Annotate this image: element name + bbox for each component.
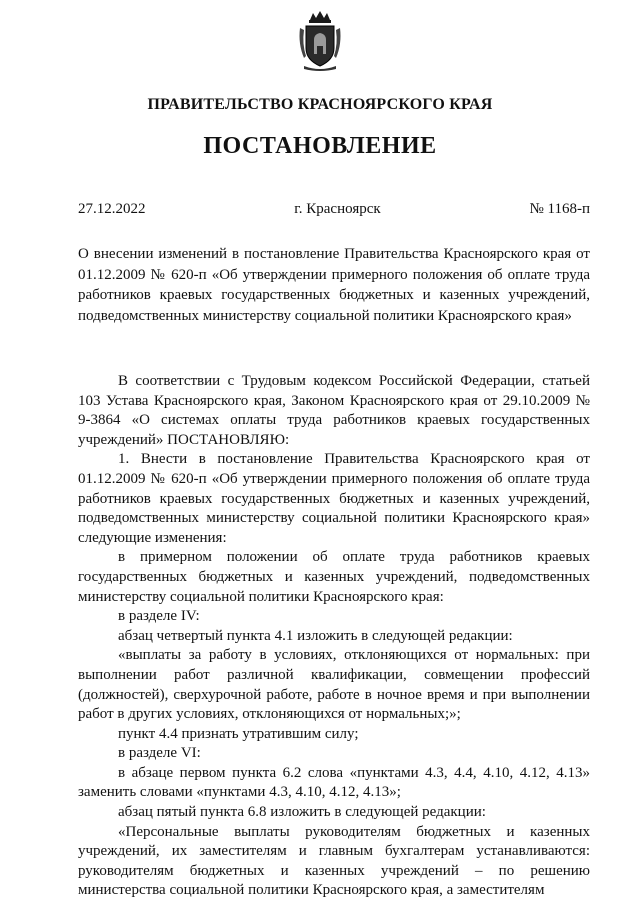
body-paragraph: в разделе IV: — [118, 608, 200, 625]
document-subject: О внесении изменений в постановление Правительства Красноярского края от 01.12.2009 № 620-п «Об утверждении примерного положения об оплате труда работников краевых государственных бюджетных и казенных учреждений, подведомственных министерству социальной политики Красноярского края» — [78, 246, 590, 324]
document-number: № 1168-п — [529, 201, 590, 217]
body-paragraph: абзац четвертый пункта 4.1 изложить в следующей редакции: — [118, 627, 513, 644]
coat-of-arms-icon — [296, 10, 344, 72]
body-paragraph: в примерном положении об оплате труда работников краевых государственных бюджетных и казенных учреждений, подведомственных министерству социальной политики Красноярского края: — [78, 549, 590, 605]
document-date: 27.12.2022 — [78, 201, 146, 217]
body-paragraph: в абзаце первом пункта 6.2 слова «пунктами 4.3, 4.4, 4.10, 4.12, 4.13» заменить словами «пунктами 4.3, 4.10, 4.12, 4.13»; — [78, 764, 590, 801]
body-paragraph: «выплаты за работу в условиях, отклоняющихся от нормальных: при выполнении работ различной квалификации, совмещении профессий (должностей), сверхурочной работе, работе в ночное время и при выполнении работ в других условиях, отклоняющихся от нормальных;»; — [78, 647, 590, 723]
body-paragraph: пункт 4.4 признать утратившим силу; — [118, 725, 359, 742]
document-body — [78, 372, 590, 901]
government-name: ПРАВИТЕЛЬСТВО КРАСНОЯРСКОГО КРАЯ — [147, 96, 493, 113]
body-paragraph: В соответствии с Трудовым кодексом Российской Федерации, статьей 103 Устава Красноярского края, Законом Красноярского края от 29.10.2009 № 9-3864 «О системах оплаты труда работников краевых государственных учреждений» ПОСТАНОВЛЯЮ: — [78, 373, 590, 448]
body-paragraph: 1. Внести в постановление Правительства Красноярского края от 01.12.2009 № 620-п «Об утверждении примерного положения об оплате труда работников краевых государственных бюджетных и казенных учреждений, подведомственных министерству социальной политики Красноярского края» следующие изменения: — [78, 451, 590, 546]
document-city: г. Красноярск — [294, 201, 381, 217]
document-meta-row — [78, 201, 590, 218]
body-paragraph: «Персональные выплаты руководителям бюджетных и казенных учреждений, их заместителям и главным бухгалтерам устанавливаются: руководителям бюджетных и казенных учреждений – по решению министерства социальной политики Красноярского края, а заместителям — [78, 823, 590, 899]
body-paragraph: абзац пятый пункта 6.8 изложить в следующей редакции: — [118, 804, 486, 821]
body-paragraph: в разделе VI: — [118, 745, 201, 762]
document-type-title: ПОСТАНОВЛЕНИЕ — [203, 133, 437, 159]
